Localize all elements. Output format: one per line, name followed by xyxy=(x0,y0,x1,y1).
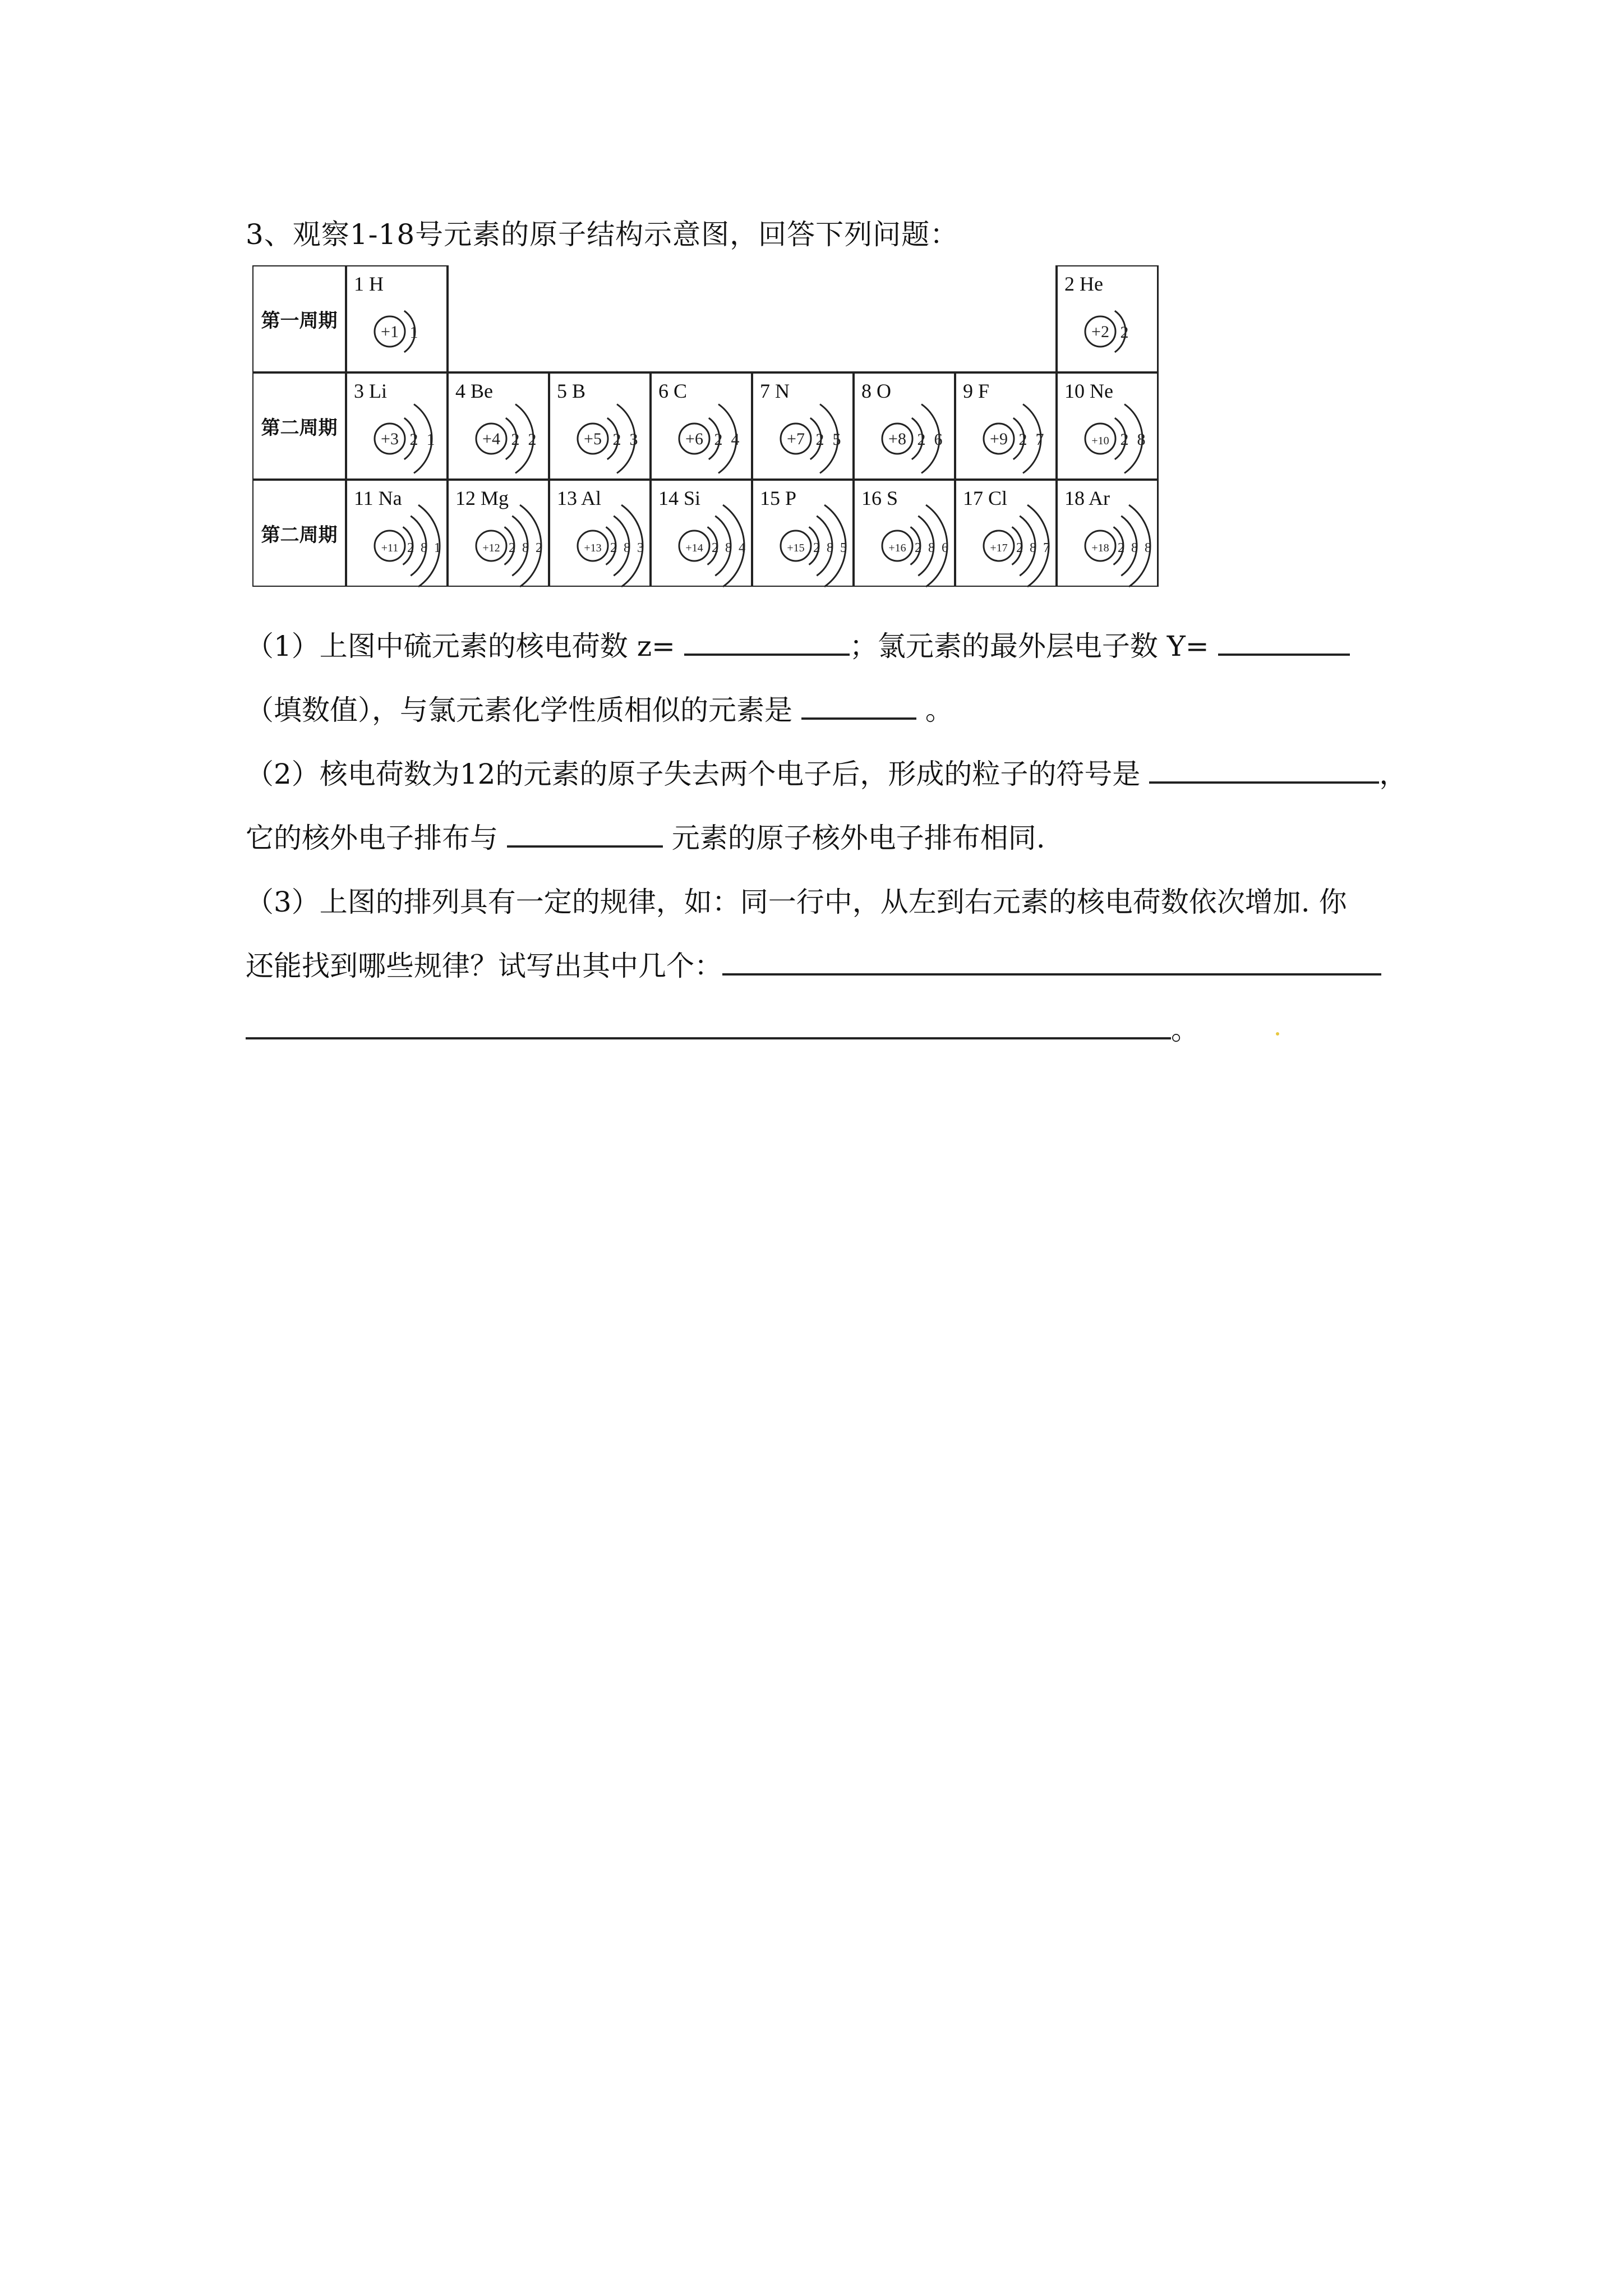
shell-electron-count: 2 xyxy=(1016,541,1023,555)
sulfur-nuclear-charge-blank[interactable] xyxy=(684,625,850,656)
atom-structure-diagram xyxy=(448,372,549,480)
q3-line-1 xyxy=(246,880,1347,920)
shell-electron-count: 2 xyxy=(915,541,921,555)
element-symbol: 8 O xyxy=(861,380,891,402)
period-label: 第二周期 xyxy=(261,417,338,439)
nuclear-charge: +10 xyxy=(1091,435,1109,447)
shell-electron-count: 2 xyxy=(612,430,621,449)
shell-electron-count: 7 xyxy=(1043,541,1050,555)
atom-structure-diagram xyxy=(854,480,955,587)
q1-text-a: （1）上图中硫元素的核电荷数 z= xyxy=(246,630,684,662)
element-symbol: 9 F xyxy=(963,380,990,402)
nuclear-charge: +17 xyxy=(990,542,1008,554)
q3-line-3 xyxy=(246,1007,1199,1048)
shell-electron-count: 4 xyxy=(731,430,740,449)
q3-line-2 xyxy=(246,944,1381,984)
shell-electron-count: 1 xyxy=(409,323,418,342)
q3-text-b: 还能找到哪些规律？试写出其中几个： xyxy=(246,950,722,982)
element-cell xyxy=(549,480,651,587)
nuclear-charge: +5 xyxy=(584,430,602,448)
shell-electron-count: 5 xyxy=(840,541,847,555)
element-symbol: 1 H xyxy=(354,273,384,295)
shell-electron-count: 8 xyxy=(522,541,529,555)
shell-electron-count: 8 xyxy=(827,541,833,555)
nuclear-charge: +9 xyxy=(990,430,1008,448)
q2-text-c: 它的核外电子排布与 xyxy=(246,822,507,854)
element-symbol: 15 P xyxy=(760,487,797,509)
nuclear-charge: +7 xyxy=(787,430,805,448)
shell-electron-count: 2 xyxy=(917,430,926,449)
element-cell xyxy=(448,480,549,587)
atom-structure-diagram xyxy=(1057,480,1158,587)
nuclear-charge: +12 xyxy=(482,542,500,554)
nuclear-charge: +16 xyxy=(888,542,906,554)
shell-electron-count: 8 xyxy=(1137,430,1146,449)
shell-electron-count: 2 xyxy=(813,541,820,555)
atom-structure-diagram xyxy=(448,480,549,587)
element-symbol: 16 S xyxy=(861,487,898,509)
shell-electron-count: 2 xyxy=(714,430,723,449)
rules-answer-blank-2[interactable] xyxy=(246,1009,1171,1039)
shell-electron-count: 2 xyxy=(1120,430,1129,449)
q3-text-c: 。 xyxy=(1171,1014,1199,1046)
atom-structure-diagram xyxy=(955,372,1057,480)
nuclear-charge: +18 xyxy=(1091,542,1109,554)
element-cell xyxy=(752,372,854,480)
shell-electron-count: 7 xyxy=(1035,430,1044,449)
shell-electron-count: 3 xyxy=(629,430,638,449)
q2-text-a: （2）核电荷数为12的元素的原子失去两个电子后，形成的粒子的符号是 xyxy=(246,758,1150,790)
shell-electron-count: 8 xyxy=(1145,541,1151,555)
element-cell xyxy=(1057,372,1158,480)
element-symbol: 5 B xyxy=(557,380,586,402)
shell-electron-count: 2 xyxy=(511,430,520,449)
shell-electron-count: 2 xyxy=(409,430,418,449)
same-configuration-element-blank[interactable] xyxy=(507,817,663,848)
shell-electron-count: 1 xyxy=(434,541,441,555)
element-cell xyxy=(955,372,1057,480)
element-symbol: 2 He xyxy=(1064,273,1103,295)
q1-line-1 xyxy=(246,624,1350,664)
atom-structure-diagram xyxy=(346,265,448,372)
element-cell xyxy=(549,372,651,480)
element-cell xyxy=(854,480,955,587)
atom-structure-diagram xyxy=(549,372,651,480)
q1-text-d: 。 xyxy=(916,694,953,726)
chlorine-outer-electrons-blank[interactable] xyxy=(1218,625,1350,656)
element-cell xyxy=(346,480,448,587)
shell-electron-count: 2 xyxy=(815,430,824,449)
nuclear-charge: +14 xyxy=(685,542,703,554)
atom-structure-diagram xyxy=(752,372,854,480)
element-symbol: 4 Be xyxy=(455,380,493,402)
nuclear-charge: +4 xyxy=(482,430,500,448)
ion-symbol-blank[interactable] xyxy=(1149,753,1379,784)
shell-electron-count: 8 xyxy=(421,541,427,555)
atom-structure-diagram xyxy=(346,480,448,587)
atom-structure-diagram xyxy=(346,372,448,480)
element-cell xyxy=(1057,480,1158,587)
element-cell xyxy=(752,480,854,587)
atom-structure-diagram xyxy=(1057,265,1158,372)
period-label: 第二周期 xyxy=(261,524,338,546)
period-label: 第一周期 xyxy=(261,310,338,332)
shell-electron-count: 6 xyxy=(942,541,948,555)
element-symbol: 12 Mg xyxy=(455,487,509,509)
element-cell xyxy=(854,372,955,480)
q2-line-1 xyxy=(246,752,1407,792)
shell-electron-count: 2 xyxy=(1018,430,1027,449)
element-cell xyxy=(346,372,448,480)
element-symbol: 14 Si xyxy=(658,487,701,509)
shell-electron-count: 2 xyxy=(528,430,537,449)
element-symbol: 18 Ar xyxy=(1064,487,1110,509)
element-symbol: 3 Li xyxy=(354,380,387,402)
element-cell xyxy=(1057,265,1158,372)
shell-electron-count: 2 xyxy=(509,541,515,555)
element-cell xyxy=(448,372,549,480)
element-symbol: 11 Na xyxy=(354,487,402,509)
shell-electron-count: 8 xyxy=(1030,541,1036,555)
element-cell xyxy=(651,372,752,480)
element-cell xyxy=(651,480,752,587)
shell-electron-count: 8 xyxy=(1131,541,1138,555)
shell-electron-count: 1 xyxy=(426,430,435,449)
shell-electron-count: 6 xyxy=(934,430,943,449)
nuclear-charge: +1 xyxy=(381,323,399,341)
shell-electron-count: 2 xyxy=(1120,323,1129,342)
atom-structure-diagram xyxy=(549,480,651,587)
atom-structure-diagram xyxy=(752,480,854,587)
shell-electron-count: 2 xyxy=(407,541,414,555)
atomic-structure-table xyxy=(252,265,1159,587)
q2-text-d: 元素的原子核外电子排布相同. xyxy=(662,822,1045,854)
shell-electron-count: 2 xyxy=(536,541,542,555)
shell-electron-count: 3 xyxy=(637,541,644,555)
shell-electron-count: 8 xyxy=(725,541,732,555)
shell-electron-count: 8 xyxy=(624,541,630,555)
nuclear-charge: +3 xyxy=(381,430,399,448)
ink-speck xyxy=(1276,1032,1279,1036)
atom-structure-diagram xyxy=(1057,372,1158,480)
q3-text-a: （3）上图的排列具有一定的规律，如：同一行中，从左到右元素的核电荷数依次增加. 你 xyxy=(246,886,1347,918)
element-symbol: 13 Al xyxy=(557,487,602,509)
element-cell xyxy=(346,265,448,372)
atom-structure-diagram xyxy=(651,480,752,587)
nuclear-charge: +15 xyxy=(787,542,805,554)
element-cell xyxy=(955,480,1057,587)
nuclear-charge: +6 xyxy=(685,430,703,448)
nuclear-charge: +8 xyxy=(888,430,906,448)
q1-text-c: （填数值），与氯元素化学性质相似的元素是 xyxy=(246,694,801,726)
shell-electron-count: 2 xyxy=(1118,541,1124,555)
similar-element-blank[interactable] xyxy=(801,689,916,720)
element-symbol: 10 Ne xyxy=(1064,380,1113,402)
nuclear-charge: +2 xyxy=(1091,323,1109,341)
question-title: 3、观察1-18号元素的原子结构示意图，回答下列问题： xyxy=(246,218,959,251)
shell-electron-count: 5 xyxy=(832,430,841,449)
q2-line-2 xyxy=(246,816,1045,856)
element-symbol: 6 C xyxy=(658,380,688,402)
nuclear-charge: +13 xyxy=(584,542,602,554)
shell-electron-count: 2 xyxy=(712,541,718,555)
shell-electron-count: 8 xyxy=(928,541,935,555)
shell-electron-count: 4 xyxy=(739,541,745,555)
q2-text-b: ， xyxy=(1379,758,1408,790)
atom-structure-diagram xyxy=(854,372,955,480)
atom-structure-diagram xyxy=(955,480,1057,587)
atom-structure-diagram xyxy=(651,372,752,480)
rules-answer-blank-1[interactable] xyxy=(722,945,1381,976)
nuclear-charge: +11 xyxy=(381,542,399,554)
q1-line-2 xyxy=(246,688,953,728)
q1-text-b: ；氯元素的最外层电子数 Y= xyxy=(849,630,1218,662)
element-symbol: 17 Cl xyxy=(963,487,1008,509)
shell-electron-count: 2 xyxy=(610,541,617,555)
element-symbol: 7 N xyxy=(760,380,790,402)
